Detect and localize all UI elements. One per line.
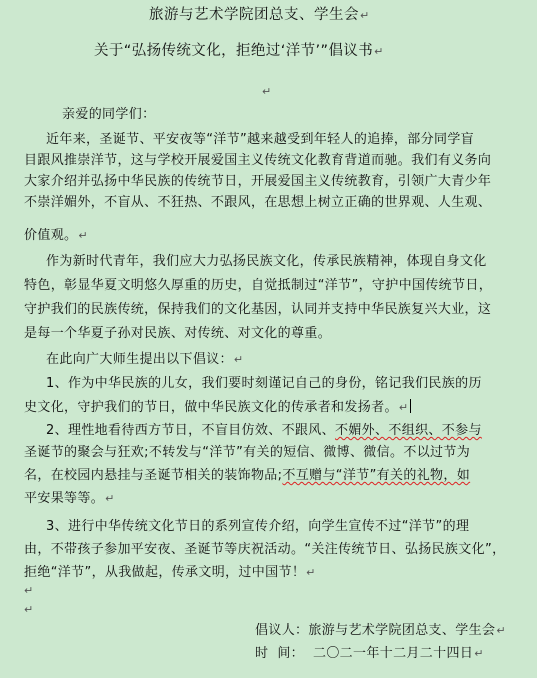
paragraph-mark-icon: ↵ [306, 566, 316, 579]
body-line: 价值观。↵ [24, 228, 88, 243]
body-line: 大家介绍并弘扬中华民族的传统节日，开展爱国主义传统教育，引领广大青少年 [24, 174, 492, 189]
body-line: 2、理性地看待西方节日，不盲目仿效、不跟风、不媚外、不组织、不参与 [46, 423, 482, 438]
body-line: 3、进行中华传统文化节日的系列宣传介绍，向学生宣传不过“洋节”的理 [46, 519, 470, 534]
body-line: 由，不带孩子参加平安夜、圣诞节等庆祝活动。“关注传统节日、弘扬民族文化”， [24, 542, 506, 557]
greeting: 亲爱的同学们： [62, 107, 156, 122]
body-line: 守护我们的民族传统，保持我们的文化基因，认同并支持中华民族复兴大业，这 [24, 302, 492, 317]
body-line: 不崇洋媚外，不盲从、不狂热、不跟风，在思想上树立正确的世界观、人生观、 [24, 195, 492, 210]
paragraph-mark-icon: ↵ [474, 647, 484, 660]
paragraph-mark-icon: ↵ [233, 353, 244, 366]
text-cursor [410, 399, 411, 413]
body-line: 平安果等等。↵ [24, 491, 115, 506]
body-line: 名，在校园内悬挂与圣诞节相关的装饰物品;不互赠与“洋节”有关的礼物，如 [24, 468, 471, 483]
paragraph-mark-icon: ↵ [360, 9, 370, 22]
body-line: 史文化，守护我们的节日，做中华民族文化的传承者和发扬者。↵ [24, 399, 411, 416]
paragraph-mark-icon: ↵ [496, 624, 506, 637]
paragraph-mark-icon: ↵ [374, 45, 384, 58]
body-line: 圣诞节的聚会与狂欢;不转发与“洋节”有关的短信、微博、微信。不以过节为 [24, 445, 471, 460]
signature-line: 倡议人：旅游与艺术学院团总支、学生会↵ [255, 623, 506, 638]
document-header: 旅游与艺术学院团总支、学生会↵ [149, 7, 370, 23]
spellcheck-flagged-text[interactable]: 不媚外、不组织、不参与 [334, 423, 482, 438]
body-line: 拒绝“洋节”，从我做起，传承文明，过中国节！↵ [24, 565, 316, 580]
body-line: 在此向广大师生提出以下倡议：↵ [46, 352, 244, 367]
date-line: 时 间： 二〇二一年十二月二十四日↵ [255, 646, 484, 661]
spellcheck-flagged-text[interactable]: 不互赠与“洋节”有关的礼物，如 [282, 468, 471, 483]
paragraph-mark-icon: ↵ [24, 584, 34, 597]
body-line: 是每一个华夏子孙对民族、对传统、对文化的尊重。 [24, 326, 332, 341]
body-line: 作为新时代青年，我们应大力弘扬民族文化，传承民族精神，体现自身文化 [46, 254, 487, 269]
document-title: 关于“弘扬传统文化，拒绝过‘洋节’”倡议书↵ [94, 43, 384, 59]
paragraph-mark-icon: ↵ [262, 85, 272, 98]
body-line: 特色，彰显华夏文明悠久厚重的历史，自觉抵制过“洋节”，守护中国传统节日， [24, 278, 493, 293]
paragraph-mark-icon: ↵ [398, 401, 409, 414]
body-line: 近年来，圣诞节、平安夜等“洋节”越来越受到年轻人的追捧，部分同学盲 [46, 132, 475, 147]
paragraph-mark-icon: ↵ [24, 603, 34, 616]
body-line: 目跟风推崇洋节，这与学校开展爱国主义传统文化教育背道而驰。我们有义务向 [24, 153, 492, 168]
paragraph-mark-icon: ↵ [105, 492, 115, 505]
paragraph-mark-icon: ↵ [78, 229, 88, 242]
body-line: 1、作为中华民族的儿女，我们要时刻谨记自己的身份，铭记我们民族的历 [46, 376, 482, 391]
